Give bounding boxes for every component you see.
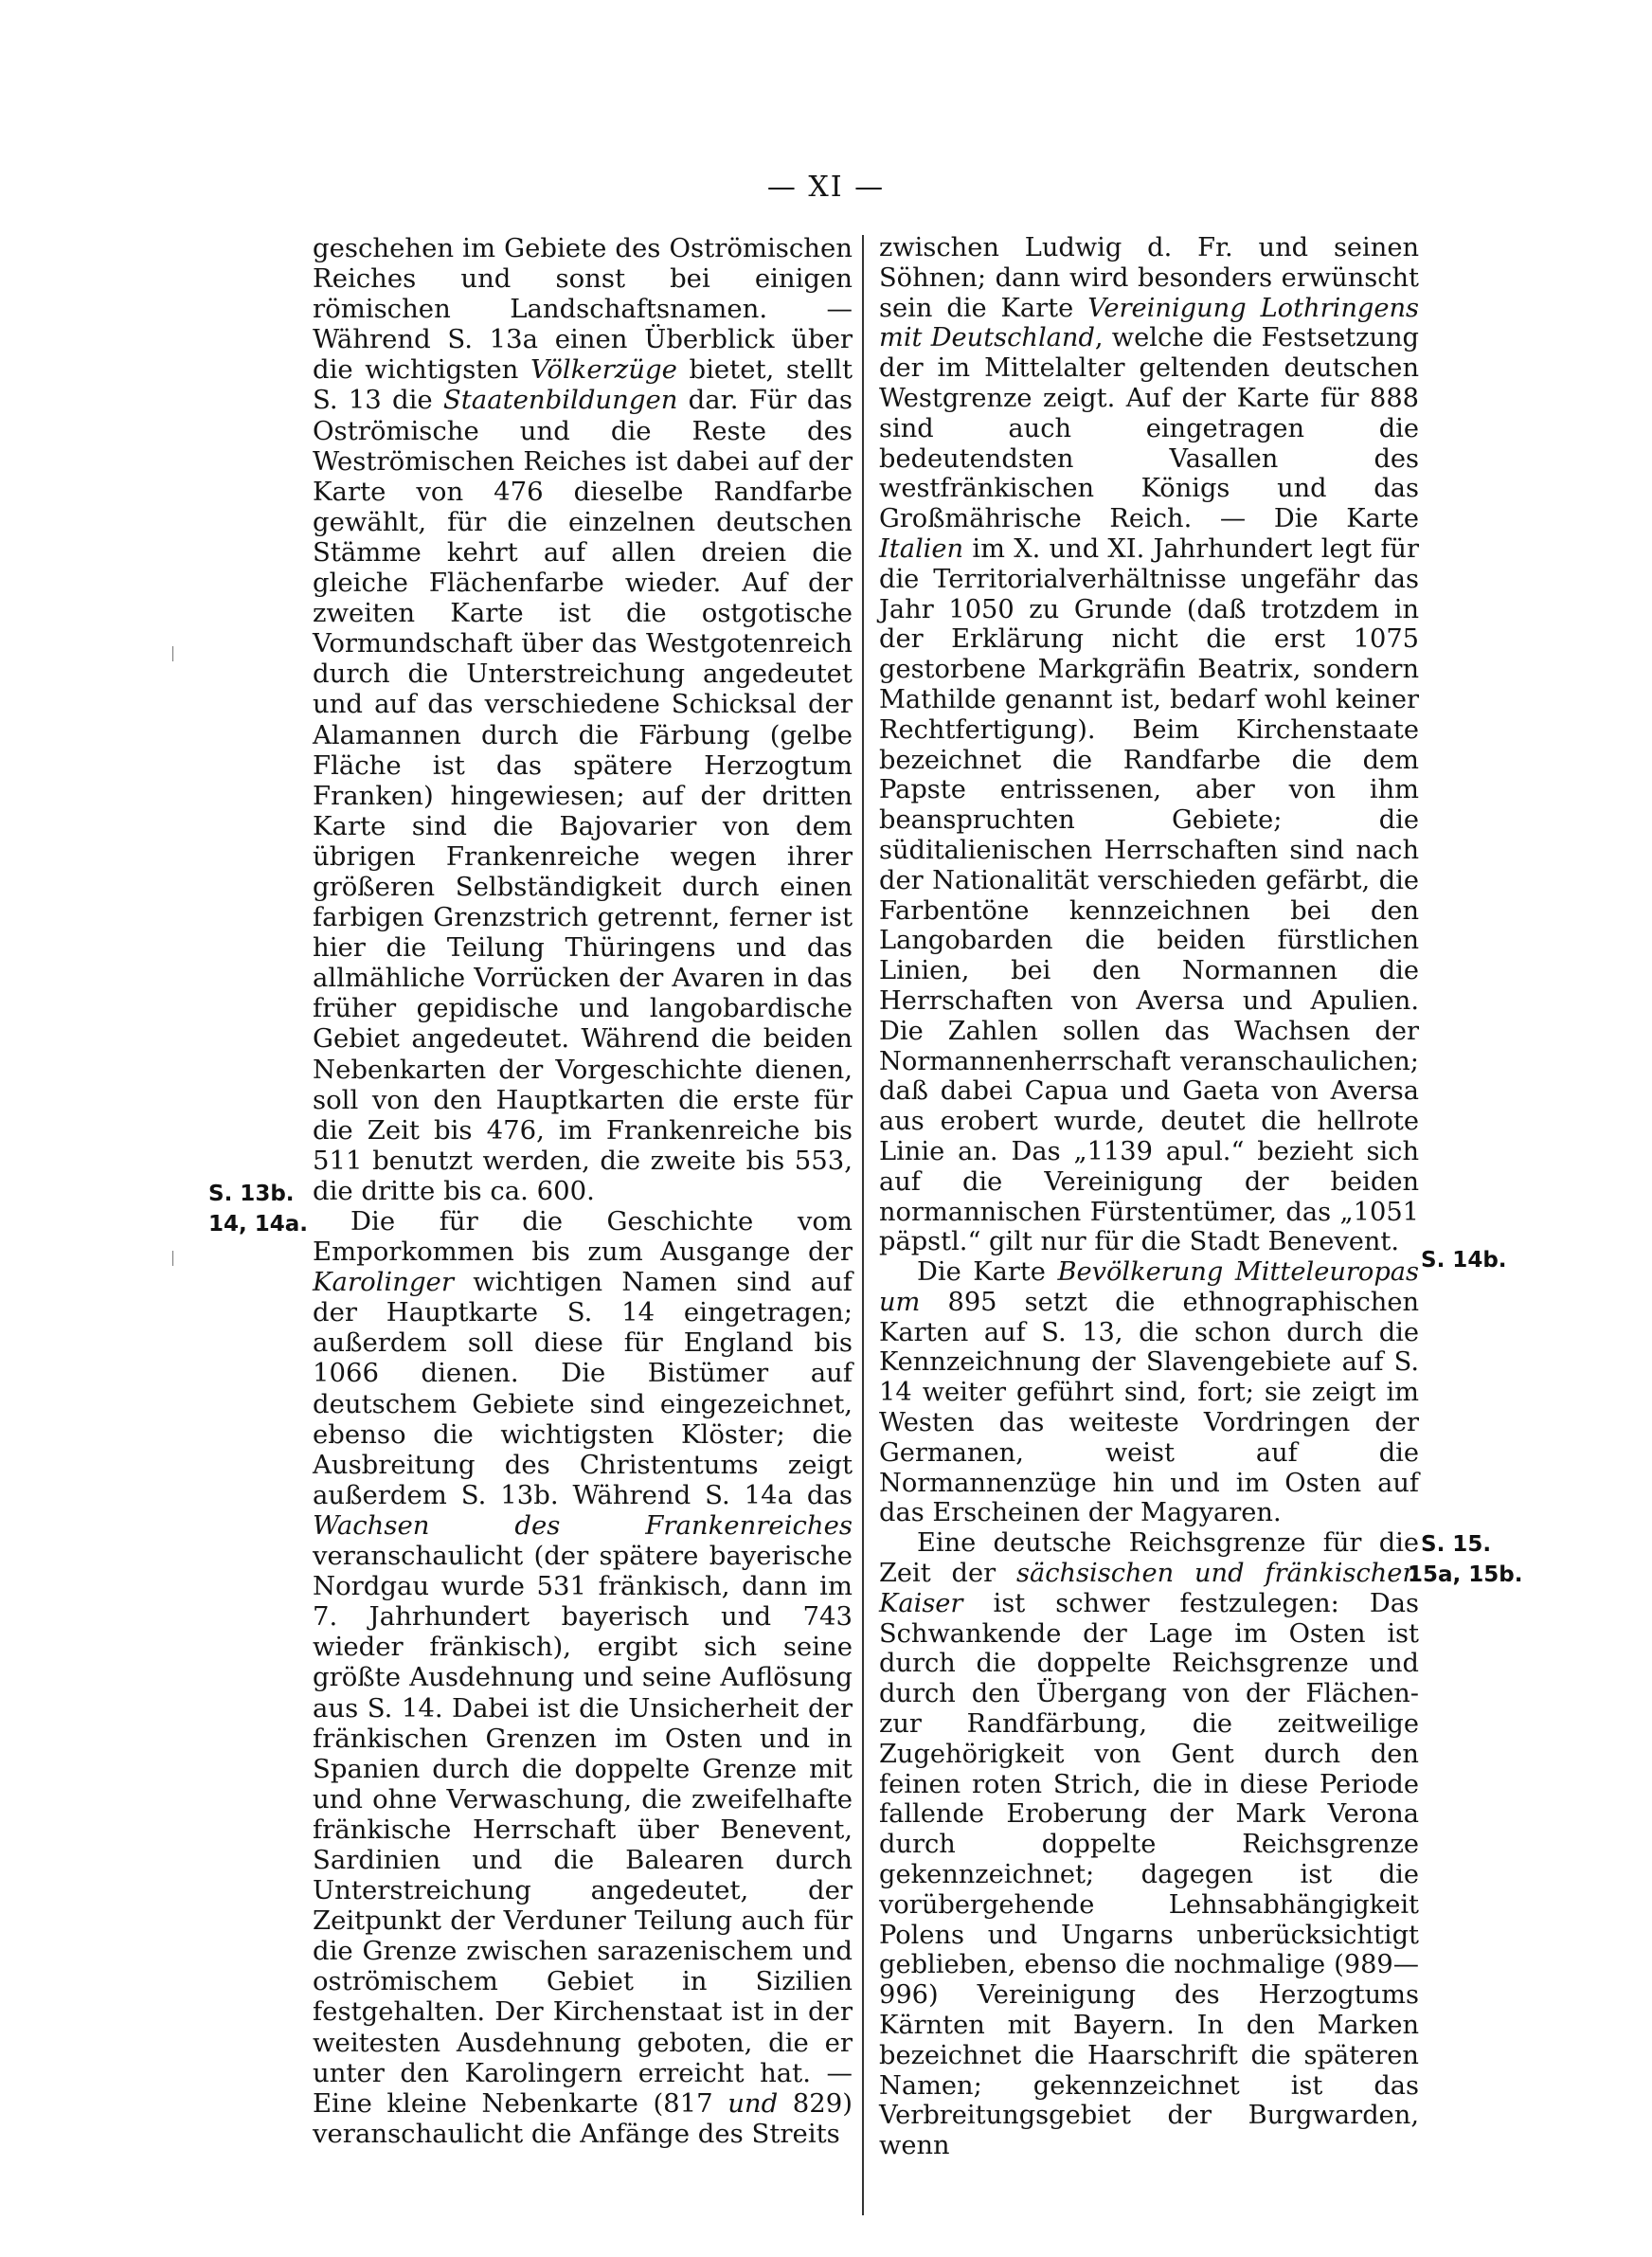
text-run: im X. und XI. Jahrhundert legt für die Territorialverhältnisse ungefähr das Jahr 1050 zu Grunde (daß trotzdem in der Erklärung nicht die erst 1075 gestorbene Markgräfin Beatrix, sondern Mathilde genannt ist, bedarf wohl keiner Rechtfertigung). Beim Kirchenstaate bezeichnet die Randfarbe die dem Papste entrissenen, aber von ihm beanspruchten Gebiete; die süditalienischen Herrschaften sind nach der Nationalität verschieden gefärbt, die Farbentöne kennzeichnen bei den Langobarden die beiden fürstlichen Linien, bei den Normannen die Herrschaften von Aversa und Apulien. Die Zahlen sollen das Wachsen der Normannenherrschaft veranschaulichen; daß dabei Capua und Gaeta von Aversa aus erobert wurde, deutet die hellrote Linie an. Das „1139 apul.“ bezieht sich auf die Vereinigung der beiden normannischen Fürstentümer, das „1051 päpstl.“ gilt nur für die Stadt Benevent. <box>879 533 1419 1257</box>
margin-note-right <box>1421 1245 1507 1275</box>
paragraph <box>879 233 1419 1257</box>
margin-note-line: 14, 14a. <box>208 1212 309 1237</box>
text-run: veranschaulicht (der spätere bayerische Nordgau wurde 531 fränkisch, dann im 7. Jahrhundert bayerisch und 743 wieder fränkisch), ergibt sich seine größte Ausdehnung und seine Auflösung aus S. 14. Dabei ist die Unsicherheit der fränkischen Grenzen im Osten und in Spanien durch die doppelte Grenze mit und ohne Verwaschung, die zweifelhafte fränkische Herrschaft über Benevent, Sardinien und die Balearen durch Unterstreichung angedeutet, der Zeitpunkt der Verduner Teilung auch für die Grenze zwischen sarazenischem und oströmischem Gebiet in Sizilien festgehalten. Der Kirchenstaat ist in der weitesten Ausdehnung geboten, die er unter den Karolingern erreicht hat. — Eine kleine Nebenkarte (817 <box>313 1541 853 2119</box>
italic-term: sächsischen und fränkischen Kaiser <box>879 1559 1419 1618</box>
margin-note-right <box>1408 1529 1523 1590</box>
italic-term: Völkerzüge <box>530 354 677 386</box>
italic-term: Wachsen des Frankenreiches <box>313 1509 853 1541</box>
text-run: Die Karte <box>917 1257 1058 1288</box>
column-divider <box>862 235 864 2215</box>
margin-note-line: S. 15. <box>1421 1532 1492 1557</box>
italic-term: Vereinigung Lothringens mit Deutschland <box>879 293 1419 353</box>
text-run: ist schwer festzulegen: Das Schwankende der Lage im Osten ist durch die doppelte Reichsgrenze und durch den Übergang von der Flächen- zur Randfärbung, die zeitweilige Zugehörigkeit von Gent durch den feinen roten Strich, die in diese Periode fallende Eroberung der Mark Verona durch doppelte Reichsgrenze gekennzeichnet; dagegen ist die vorübergehende Lehnsabhängigkeit Polens und Ungarns unberücksichtigt geblieben, ebenso die nochmalige (989—996) Vereinigung des Herzogtums Kärnten mit Bayern. In den Marken bezeichnet die Haarschrift die späteren Namen; gekennzeichnet ist das Verbreitungsgebiet der Burgwarden, wenn <box>879 1588 1419 2161</box>
page-number: — XI — <box>766 171 886 204</box>
text-run: geschehen im Gebiete des Oströmischen Reiches und sonst bei einigen römischen Landschaftsnamen. — Während S. 13a einen Überblick über die wichtigsten <box>313 233 853 386</box>
text-run: wichtigen Namen sind auf der Hauptkarte S. 14 eingetragen; außerdem soll diese für England bis 1066 dienen. Die Bistümer auf deutschem Gebiete sind eingezeichnet, ebenso die wichtigsten Klöster; die Ausbreitung des Christentums zeigt außerdem S. 13b. Während S. 14a das <box>313 1267 853 1510</box>
text-run: Eine deutsche Reichsgrenze für die Zeit der <box>879 1528 1419 1589</box>
italic-term: Italien <box>879 533 964 564</box>
text-run: , welche die Festsetzung der im Mittelalter geltenden deutschen Westgrenze zeigt. Auf der Karte für 888 sind auch eingetragen die bedeutendsten Vasallen des westfränkischen Königs und das Großmährische Reich. — Die Karte <box>879 323 1419 534</box>
paragraph <box>313 233 853 1206</box>
italic-term: Staatenbildungen <box>442 385 678 416</box>
text-run: 895 setzt die ethnographischen Karten auf S. 13, die schon durch die Kennzeichnung der Slavengebiete auf S. 14 weiter geführt sind, fort; sie zeigt im Westen das weiteste Vordringen der Germanen, weist auf die Normannenzüge hin und im Osten auf das Erscheinen der Magyaren. <box>879 1287 1419 1528</box>
margin-mark <box>172 646 173 661</box>
text-run: bietet, stellt S. 13 die <box>313 354 853 416</box>
paragraph <box>879 1257 1419 1528</box>
margin-note-left <box>208 1179 308 1239</box>
italic-term: Karolinger <box>313 1267 454 1298</box>
italic-term: Bevölkerung Mitteleuropas um <box>879 1257 1419 1317</box>
margin-note-line: 15a, 15b. <box>1408 1562 1523 1587</box>
italic-term: und <box>727 2087 779 2119</box>
paragraph <box>313 1206 853 2149</box>
text-run: 829) veranschaulicht die Anfänge des Streits <box>313 2087 853 2149</box>
margin-mark <box>172 1251 173 1266</box>
margin-note-line: S. 13b. <box>208 1182 295 1206</box>
text-run: dar. Für das Oströmische und die Reste des Weströmischen Reiches ist dabei auf der Karte von 476 dieselbe Randfarbe gewählt, für die einzelnen deutschen Stämme kehrt auf allen dreien die gleiche Flächenfarbe wieder. Auf der zweiten Karte ist die ostgotische Vormundschaft über das Westgotenreich durch die Unterstreichung angedeutet und auf das verschiedene Schicksal der Alamannen durch die Färbung (gelbe Fläche ist das spätere Herzogtum Franken) hingewiesen; auf der dritten Karte sind die Bajovarier von dem übrigen Frankenreiche wegen ihrer größeren Selbständigkeit durch einen farbigen Grenzstrich getrennt, ferner ist hier die Teilung Thüringens und das allmähliche Vorrücken der Avaren in das früher gepidische und langobardische Gebiet angedeutet. Während die beiden Nebenkarten der Vorgeschichte dienen, soll von den Hauptkarten die erste für die Zeit bis 476, im Frankenreiche bis 511 benutzt werden, die zweite bis 553, die dritte bis ca. 600. <box>313 385 853 1206</box>
margin-note-line: S. 14b. <box>1421 1248 1507 1273</box>
left-column <box>313 233 853 2149</box>
text-run: zwischen Ludwig d. Fr. und seinen Söhnen; dann wird besonders erwünscht sein die Karte <box>879 233 1419 323</box>
text-run: Die für die Geschichte vom Emporkommen bis zum Ausgange der <box>313 1206 853 1268</box>
paragraph <box>879 1528 1419 2161</box>
right-column <box>879 233 1419 2161</box>
